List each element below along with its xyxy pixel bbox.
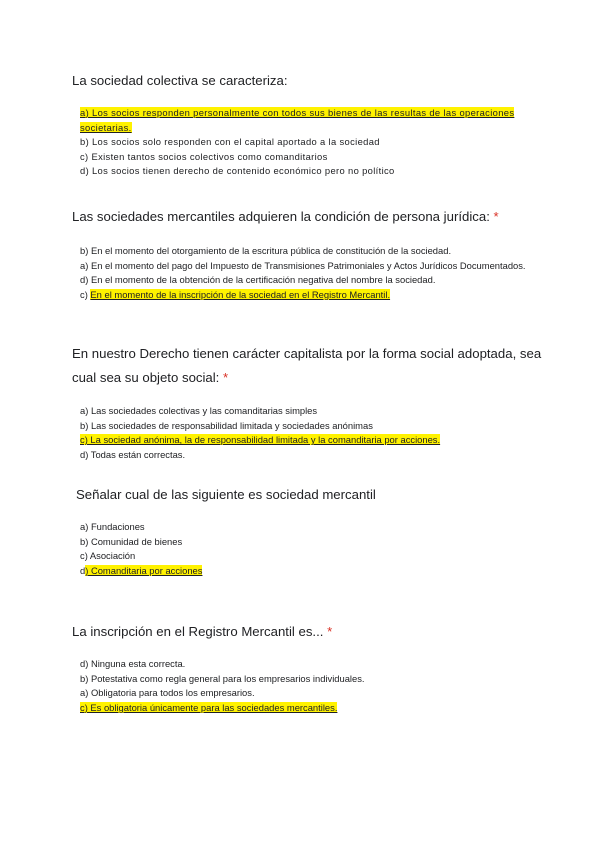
question-3-title-text: En nuestro Derecho tienen carácter capitalista por la forma social adoptada, sea cual sea su objeto social: <box>72 346 542 385</box>
question-4-option-b[interactable] <box>80 535 546 550</box>
question-2 <box>72 206 542 302</box>
option-text: b) En el momento del otorgamiento de la escritura pública de constitución de la sociedad. <box>80 245 452 256</box>
option-text: c) Existen tantos socios colectivos como comanditarios <box>80 150 328 162</box>
question-2-option-a[interactable] <box>80 259 542 274</box>
question-4-option-c[interactable] <box>80 549 546 564</box>
option-prefix: a <box>80 107 86 118</box>
question-3-option-d[interactable] <box>80 448 542 463</box>
required-asterisk: * <box>223 370 229 385</box>
question-4-options <box>76 520 546 578</box>
question-1-title-text: La sociedad colectiva se caracteriza: <box>72 73 288 88</box>
question-3-option-b[interactable] <box>80 419 542 434</box>
option-text: ) Los socios responden personalmente con todos sus bienes de las resultas de las operaciones societarias. <box>80 107 515 133</box>
option-text: a) Obligatoria para todos los empresarios. <box>80 687 255 699</box>
option-text: c) Asociación <box>80 550 136 562</box>
question-1-option-c[interactable] <box>80 150 542 165</box>
question-1-options <box>72 106 542 179</box>
question-5 <box>72 621 542 715</box>
option-text: c) La sociedad anónima, la de responsabilidad limitada y la comanditaria por acciones. <box>80 434 441 446</box>
question-5-title-text: La inscripción en el Registro Mercantil es... <box>72 624 324 639</box>
question-5-options <box>72 657 542 715</box>
option-text: a) En el momento del pago del Impuesto de Transmisiones Patrimoniales y Actos Jurídicos Documentados. <box>80 259 526 271</box>
question-4-option-d[interactable] <box>80 564 546 579</box>
option-text: En el momento de la inscripción de la sociedad en el Registro Mercantil. <box>90 288 391 300</box>
question-2-title <box>72 206 542 228</box>
question-2-options <box>72 244 542 302</box>
option-prefix: d <box>80 564 86 576</box>
required-asterisk: * <box>493 209 499 224</box>
option-text: a) Fundaciones <box>80 521 145 532</box>
option-text: ) Comanditaria por acciones <box>85 564 203 576</box>
question-3-option-a[interactable] <box>80 404 542 419</box>
question-5-title <box>72 621 542 643</box>
option-text: d) Ninguna esta correcta. <box>80 658 186 669</box>
question-1-title <box>72 70 542 92</box>
question-5-option-b[interactable] <box>80 672 542 687</box>
question-4-title-text: Señalar cual de las siguiente es sociedad mercantil <box>76 487 376 502</box>
question-2-option-d[interactable] <box>80 273 542 288</box>
question-2-option-c[interactable] <box>80 288 542 303</box>
question-4 <box>76 484 546 578</box>
option-text: c) Es obligatoria únicamente para las sociedades mercantiles. <box>80 701 338 713</box>
option-text: d) En el momento de la obtención de la certificación negativa del nombre la sociedad. <box>80 274 436 286</box>
required-asterisk: * <box>327 624 333 639</box>
question-1-option-a[interactable] <box>80 106 542 135</box>
option-text: d) Todas están correctas. <box>80 448 186 460</box>
option-text: d) Los socios tienen derecho de contenido económico pero no político <box>80 165 395 177</box>
question-3-option-c[interactable] <box>80 433 542 448</box>
question-4-option-a[interactable] <box>80 520 546 535</box>
question-5-option-c[interactable] <box>80 701 542 716</box>
option-text: b) Las sociedades de responsabilidad limitada y sociedades anónimas <box>80 419 373 431</box>
option-text: b) Los socios solo responden con el capital aportado a la sociedad <box>80 136 380 148</box>
question-3 <box>72 342 542 462</box>
question-1-option-b[interactable] <box>80 135 542 150</box>
question-5-option-a[interactable] <box>80 686 542 701</box>
question-5-option-d[interactable] <box>80 657 542 672</box>
option-text: b) Potestativa como regla general para los empresarios individuales. <box>80 672 365 684</box>
option-prefix: c) <box>80 288 91 300</box>
question-2-title-text: Las sociedades mercantiles adquieren la condición de persona jurídica: <box>72 209 490 224</box>
option-text: b) Comunidad de bienes <box>80 535 183 547</box>
question-4-title <box>76 484 546 506</box>
question-1-option-d[interactable] <box>80 164 542 179</box>
question-1 <box>72 70 542 179</box>
option-text: a) Las sociedades colectivas y las comanditarias simples <box>80 405 318 416</box>
question-3-options <box>72 404 542 462</box>
question-3-title <box>72 342 542 390</box>
question-2-option-b[interactable] <box>80 244 542 259</box>
